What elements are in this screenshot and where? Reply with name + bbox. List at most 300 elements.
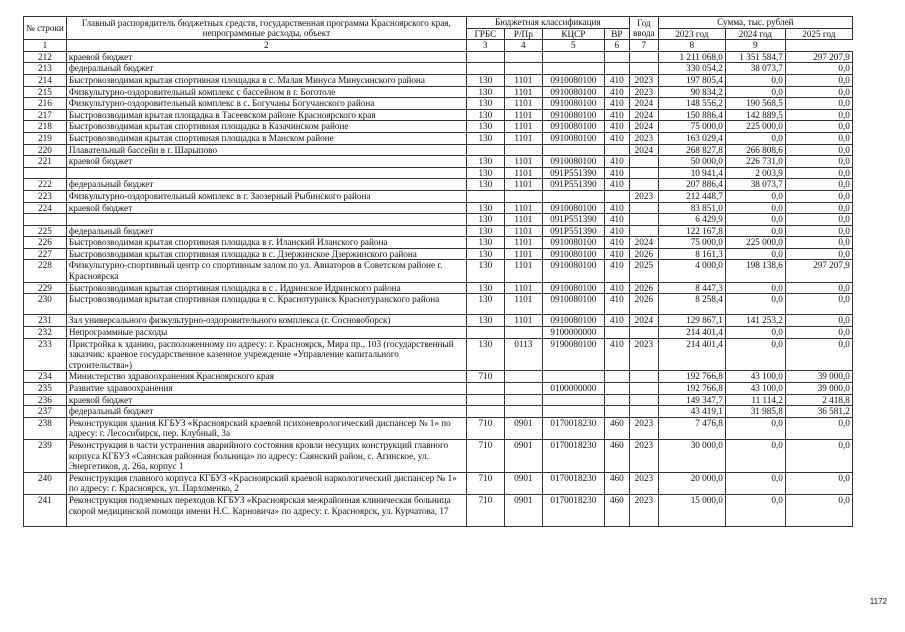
commissioning-year-cell: 2023 (629, 86, 658, 98)
table-row (24, 167, 853, 179)
table-row (24, 132, 853, 144)
grbs-cell: 130 (466, 202, 504, 214)
amount-2023-cell: 15 000,0 (658, 494, 725, 526)
rpr-cell (504, 144, 542, 156)
vr-cell: 410 (604, 202, 629, 214)
amount-2023-cell: 192 766,8 (658, 383, 725, 395)
amount-2023-cell: 122 167,8 (658, 225, 725, 237)
grbs-cell: 130 (466, 315, 504, 327)
amount-2024-cell: 225 000,0 (725, 121, 785, 133)
commissioning-year-cell: 2026 (629, 282, 658, 294)
column-number-row (24, 40, 853, 52)
commissioning-year-cell: 2023 (629, 439, 658, 472)
commissioning-year-cell (629, 179, 658, 191)
kcsr-cell: 091P551390 (542, 225, 604, 237)
grbs-cell: 130 (466, 225, 504, 237)
commissioning-year-cell (629, 51, 658, 63)
amount-2023-cell: 8 447,3 (658, 282, 725, 294)
table-row (24, 237, 853, 249)
header-year-2024: 2024 год (725, 28, 785, 40)
amount-2025-cell: 0,0 (785, 63, 852, 75)
grbs-cell: 130 (466, 179, 504, 191)
commissioning-year-cell (629, 63, 658, 75)
amount-2025-cell: 0,0 (785, 494, 852, 526)
row-number-cell: 212 (24, 51, 67, 63)
kcsr-cell: 0910080100 (542, 294, 604, 315)
amount-2024-cell: 190 568,5 (725, 98, 785, 110)
table-row (24, 156, 853, 168)
grbs-cell: 130 (466, 86, 504, 98)
amount-2025-cell: 0,0 (785, 98, 852, 110)
kcsr-cell: 0910080100 (542, 156, 604, 168)
commissioning-year-cell: 2024 (629, 237, 658, 249)
rpr-cell: 1101 (504, 282, 542, 294)
amount-2025-cell: 36 581,2 (785, 406, 852, 418)
grbs-cell: 710 (466, 417, 504, 439)
object-name-cell: Плавательный бассейн в г. Шарыпово (66, 144, 466, 156)
column-number-cell: 6 (604, 40, 629, 52)
commissioning-year-cell (629, 327, 658, 339)
kcsr-cell: 091P551390 (542, 179, 604, 191)
commissioning-year-cell: 2023 (629, 338, 658, 371)
table-row (24, 190, 853, 202)
amount-2024-cell: 38 073,7 (725, 63, 785, 75)
amount-2024-cell: 226 731,0 (725, 156, 785, 168)
row-number-cell: 227 (24, 248, 67, 260)
table-row (24, 406, 853, 418)
amount-2025-cell: 0,0 (785, 132, 852, 144)
vr-cell: 460 (604, 494, 629, 526)
row-number-cell (24, 167, 67, 179)
amount-2025-cell: 0,0 (785, 121, 852, 133)
vr-cell (604, 383, 629, 395)
amount-2023-cell: 207 886,4 (658, 179, 725, 191)
row-number-cell: 222 (24, 179, 67, 191)
rpr-cell: 0901 (504, 439, 542, 472)
object-name-cell: Министерство здравоохранения Красноярского края (66, 371, 466, 383)
table-row (24, 98, 853, 110)
object-name-cell: Физкультурно-оздоровительный комплекс в г. Заозерный Рыбинского района (66, 190, 466, 202)
amount-2025-cell: 297 207,9 (785, 51, 852, 63)
amount-2025-cell: 0,0 (785, 202, 852, 214)
amount-2023-cell: 212 448,7 (658, 190, 725, 202)
grbs-cell: 710 (466, 439, 504, 472)
row-number-cell: 217 (24, 109, 67, 121)
row-number-cell: 237 (24, 406, 67, 418)
row-number-cell: 228 (24, 260, 67, 282)
row-number-cell: 236 (24, 394, 67, 406)
rpr-cell: 1101 (504, 121, 542, 133)
table-row (24, 417, 853, 439)
row-number-cell: 230 (24, 294, 67, 315)
kcsr-cell: 0910080100 (542, 132, 604, 144)
vr-cell: 410 (604, 282, 629, 294)
amount-2025-cell: 0,0 (785, 144, 852, 156)
amount-2025-cell: 39 000,0 (785, 371, 852, 383)
rpr-cell (504, 406, 542, 418)
rpr-cell: 0113 (504, 338, 542, 371)
amount-2023-cell: 6 429,9 (658, 214, 725, 226)
rpr-cell: 1101 (504, 202, 542, 214)
row-number-cell: 239 (24, 439, 67, 472)
amount-2025-cell: 39 000,0 (785, 383, 852, 395)
amount-2023-cell: 1 211 068,0 (658, 51, 725, 63)
vr-cell (604, 63, 629, 75)
grbs-cell (466, 383, 504, 395)
rpr-cell: 1101 (504, 74, 542, 86)
vr-cell: 410 (604, 214, 629, 226)
table-row (24, 439, 853, 472)
column-number-cell: 2 (66, 40, 466, 52)
amount-2024-cell: 0,0 (725, 132, 785, 144)
rpr-cell (504, 394, 542, 406)
row-number-cell: 219 (24, 132, 67, 144)
header-kcsr: КЦСР (542, 28, 604, 40)
amount-2023-cell: 268 827,8 (658, 144, 725, 156)
object-name-cell: краевой бюджет (66, 202, 466, 214)
rpr-cell (504, 383, 542, 395)
row-number-cell: 232 (24, 327, 67, 339)
row-number-cell: 214 (24, 74, 67, 86)
kcsr-cell (542, 371, 604, 383)
row-number-cell: 221 (24, 156, 67, 168)
table-body (24, 51, 853, 526)
commissioning-year-cell (629, 225, 658, 237)
rpr-cell: 1101 (504, 237, 542, 249)
vr-cell: 410 (604, 109, 629, 121)
grbs-cell: 130 (466, 98, 504, 110)
kcsr-cell (542, 406, 604, 418)
amount-2024-cell: 198 138,6 (725, 260, 785, 282)
vr-cell: 460 (604, 472, 629, 494)
amount-2023-cell: 214 401,4 (658, 338, 725, 371)
kcsr-cell: 0910080100 (542, 260, 604, 282)
grbs-cell: 130 (466, 132, 504, 144)
grbs-cell: 710 (466, 472, 504, 494)
column-number-cell: 7 (629, 40, 658, 52)
row-number-cell: 241 (24, 494, 67, 526)
kcsr-cell: 0910080100 (542, 121, 604, 133)
amount-2023-cell: 75 000,0 (658, 237, 725, 249)
vr-cell: 410 (604, 248, 629, 260)
grbs-cell: 130 (466, 121, 504, 133)
row-number-cell: 229 (24, 282, 67, 294)
grbs-cell (466, 51, 504, 63)
object-name-cell (66, 167, 466, 179)
amount-2025-cell: 0,0 (785, 237, 852, 249)
grbs-cell: 130 (466, 109, 504, 121)
row-number-cell: 225 (24, 225, 67, 237)
amount-2023-cell: 20 000,0 (658, 472, 725, 494)
vr-cell: 410 (604, 167, 629, 179)
vr-cell (604, 371, 629, 383)
object-name-cell: Реконструкция здания КГБУЗ «Красноярский краевой психоневрологический диспансер № 1» по адресу: г. Лесосибирск, пер. Клубный, 3а (66, 417, 466, 439)
grbs-cell: 710 (466, 371, 504, 383)
rpr-cell: 1101 (504, 315, 542, 327)
table-row (24, 338, 853, 371)
grbs-cell: 130 (466, 338, 504, 371)
object-name-cell: Быстровозводимая крытая площадка в Тасеевском районе Красноярского края (66, 109, 466, 121)
kcsr-cell: 0170018230 (542, 417, 604, 439)
commissioning-year-cell: 2026 (629, 248, 658, 260)
rpr-cell: 1101 (504, 260, 542, 282)
kcsr-cell: 0910080100 (542, 109, 604, 121)
amount-2024-cell: 0,0 (725, 338, 785, 371)
kcsr-cell (542, 190, 604, 202)
object-name-cell: Зал универсального физкультурно-оздоровительного комплекса (г. Сосновоборск) (66, 315, 466, 327)
amount-2023-cell: 330 054,2 (658, 63, 725, 75)
object-name-cell: Пристройка к зданию, расположенному по адресу: г. Красноярск, Мира пр., 103 (государственный заказчик: краевое государственное казенное учреждение «Управление капитального строительства») (66, 338, 466, 371)
commissioning-year-cell: 2024 (629, 98, 658, 110)
amount-2024-cell: 43 100,0 (725, 383, 785, 395)
rpr-cell (504, 190, 542, 202)
table-row (24, 282, 853, 294)
vr-cell: 460 (604, 417, 629, 439)
kcsr-cell: 0910080100 (542, 315, 604, 327)
header-budget-classification: Бюджетная классификация (466, 17, 629, 29)
amount-2023-cell: 83 851,0 (658, 202, 725, 214)
object-name-cell: федеральный бюджет (66, 179, 466, 191)
kcsr-cell: 0100000000 (542, 383, 604, 395)
commissioning-year-cell: 2024 (629, 121, 658, 133)
table-row (24, 214, 853, 226)
vr-cell (604, 406, 629, 418)
row-number-cell: 234 (24, 371, 67, 383)
kcsr-cell: 0910080100 (542, 237, 604, 249)
amount-2024-cell: 0,0 (725, 417, 785, 439)
header-rpr: Р/Пр (504, 28, 542, 40)
amount-2024-cell: 2 003,9 (725, 167, 785, 179)
table-row (24, 121, 853, 133)
commissioning-year-cell: 2024 (629, 315, 658, 327)
amount-2025-cell: 0,0 (785, 315, 852, 327)
amount-2025-cell: 0,0 (785, 417, 852, 439)
object-name-cell: Развитие здравоохранения (66, 383, 466, 395)
budget-table-sheet (23, 16, 853, 527)
row-number-cell: 238 (24, 417, 67, 439)
grbs-cell (466, 144, 504, 156)
column-number-cell: 5 (542, 40, 604, 52)
amount-2025-cell: 2 418,8 (785, 394, 852, 406)
commissioning-year-cell (629, 406, 658, 418)
row-number-cell: 226 (24, 237, 67, 249)
amount-2023-cell: 30 000,0 (658, 439, 725, 472)
object-name-cell: Реконструкция главного корпуса КГБУЗ «Красноярский краевой наркологический диспансер № 1» по адресу: г. Красноярск, ул. Пархоменко, 2 (66, 472, 466, 494)
amount-2024-cell: 43 100,0 (725, 371, 785, 383)
column-number-cell: 4 (504, 40, 542, 52)
kcsr-cell: 0170018230 (542, 472, 604, 494)
table-row (24, 144, 853, 156)
amount-2024-cell: 0,0 (725, 190, 785, 202)
amount-2025-cell: 0,0 (785, 439, 852, 472)
rpr-cell: 1101 (504, 225, 542, 237)
table-row (24, 63, 853, 75)
amount-2025-cell: 0,0 (785, 167, 852, 179)
object-name-cell: Быстровозводимая крытая спортивная площадка в Манском районе (66, 132, 466, 144)
object-name-cell: Быстровозводимая крытая спортивная площадка в с. Дзержинское Дзержинского района (66, 248, 466, 260)
commissioning-year-cell (629, 371, 658, 383)
amount-2024-cell: 0,0 (725, 327, 785, 339)
commissioning-year-cell: 2023 (629, 417, 658, 439)
table-row (24, 179, 853, 191)
amount-2023-cell: 129 867,1 (658, 315, 725, 327)
grbs-cell (466, 190, 504, 202)
amount-2023-cell: 75 000,0 (658, 121, 725, 133)
amount-2025-cell: 0,0 (785, 225, 852, 237)
vr-cell: 460 (604, 439, 629, 472)
object-name-cell: краевой бюджет (66, 156, 466, 168)
amount-2024-cell: 0,0 (725, 202, 785, 214)
kcsr-cell: 0910080100 (542, 248, 604, 260)
header-row-number: № строки (24, 17, 67, 40)
amount-2024-cell: 266 808,6 (725, 144, 785, 156)
grbs-cell: 130 (466, 282, 504, 294)
commissioning-year-cell: 2024 (629, 109, 658, 121)
kcsr-cell: 9190080100 (542, 338, 604, 371)
amount-2024-cell: 0,0 (725, 74, 785, 86)
table-row (24, 109, 853, 121)
amount-2025-cell: 0,0 (785, 109, 852, 121)
grbs-cell (466, 63, 504, 75)
rpr-cell: 0901 (504, 494, 542, 526)
rpr-cell (504, 327, 542, 339)
vr-cell: 410 (604, 315, 629, 327)
rpr-cell (504, 63, 542, 75)
vr-cell: 410 (604, 86, 629, 98)
grbs-cell: 130 (466, 237, 504, 249)
kcsr-cell: 091P551390 (542, 167, 604, 179)
kcsr-cell: 0170018230 (542, 494, 604, 526)
object-name-cell: Быстровозводимая крытая спортивная площадка в с . Идринское Идринского района (66, 282, 466, 294)
table-header (24, 17, 853, 52)
amount-2024-cell: 0,0 (725, 439, 785, 472)
grbs-cell (466, 394, 504, 406)
amount-2023-cell: 192 766,8 (658, 371, 725, 383)
table-row (24, 86, 853, 98)
rpr-cell: 1101 (504, 248, 542, 260)
amount-2023-cell: 8 258,4 (658, 294, 725, 315)
row-number-cell: 213 (24, 63, 67, 75)
vr-cell: 410 (604, 121, 629, 133)
kcsr-cell (542, 144, 604, 156)
amount-2023-cell: 214 401,4 (658, 327, 725, 339)
vr-cell: 410 (604, 260, 629, 282)
commissioning-year-cell: 2023 (629, 132, 658, 144)
amount-2025-cell: 0,0 (785, 327, 852, 339)
row-number-cell: 220 (24, 144, 67, 156)
column-number-cell: 8 (658, 40, 725, 52)
commissioning-year-cell (629, 214, 658, 226)
vr-cell: 410 (604, 294, 629, 315)
object-name-cell: федеральный бюджет (66, 406, 466, 418)
object-name-cell: федеральный бюджет (66, 63, 466, 75)
commissioning-year-cell (629, 383, 658, 395)
vr-cell: 410 (604, 74, 629, 86)
vr-cell: 410 (604, 225, 629, 237)
amount-2024-cell: 0,0 (725, 282, 785, 294)
header-vr: ВР (604, 28, 629, 40)
amount-2025-cell: 0,0 (785, 282, 852, 294)
rpr-cell: 1101 (504, 179, 542, 191)
amount-2023-cell: 90 834,2 (658, 86, 725, 98)
amount-2025-cell: 0,0 (785, 156, 852, 168)
amount-2024-cell: 31 985,8 (725, 406, 785, 418)
grbs-cell (466, 406, 504, 418)
object-name-cell: Быстровозводимая крытая спортивная площадка в г. Иланский Иланского района (66, 237, 466, 249)
column-number-cell: 3 (466, 40, 504, 52)
row-number-cell: 231 (24, 315, 67, 327)
amount-2024-cell: 11 114,2 (725, 394, 785, 406)
amount-2024-cell: 142 889,5 (725, 109, 785, 121)
column-number-cell: 9 (725, 40, 785, 52)
table-row (24, 248, 853, 260)
grbs-cell: 130 (466, 74, 504, 86)
amount-2024-cell: 0,0 (725, 214, 785, 226)
amount-2024-cell: 0,0 (725, 86, 785, 98)
object-name-cell: Физкультурно-оздоровительный комплекс с бассейном в г. Боготоле (66, 86, 466, 98)
amount-2023-cell: 163 029,4 (658, 132, 725, 144)
rpr-cell (504, 51, 542, 63)
amount-2025-cell: 0,0 (785, 74, 852, 86)
amount-2024-cell: 225 000,0 (725, 237, 785, 249)
kcsr-cell (542, 394, 604, 406)
amount-2023-cell: 50 000,0 (658, 156, 725, 168)
kcsr-cell: 0910080100 (542, 74, 604, 86)
amount-2024-cell: 1 351 584,7 (725, 51, 785, 63)
amount-2024-cell: 0,0 (725, 225, 785, 237)
amount-2023-cell: 4 000,0 (658, 260, 725, 282)
row-number-cell: 240 (24, 472, 67, 494)
vr-cell (604, 51, 629, 63)
amount-2025-cell: 0,0 (785, 86, 852, 98)
table-row (24, 294, 853, 315)
kcsr-cell: 0910080100 (542, 202, 604, 214)
commissioning-year-cell: 2023 (629, 472, 658, 494)
object-name-cell: Реконструкция подземных переходов КГБУЗ «Красноярская межрайонная клиническая больница скорой медицинской помощи имени Н.С. Карновича» по адресу: г. Красноярск, ул. Курчатова, 17 (66, 494, 466, 526)
header-commissioning-year: Год ввода (629, 17, 658, 40)
commissioning-year-cell: 2023 (629, 74, 658, 86)
vr-cell (604, 327, 629, 339)
amount-2023-cell: 7 476,8 (658, 417, 725, 439)
table-row (24, 494, 853, 526)
header-year-2025: 2025 год (785, 28, 852, 40)
amount-2023-cell: 8 161,3 (658, 248, 725, 260)
amount-2025-cell: 297 207,9 (785, 260, 852, 282)
row-number-cell: 218 (24, 121, 67, 133)
object-name-cell: Быстровозводимая крытая спортивная площадка в Казачинском районе (66, 121, 466, 133)
row-number-cell: 216 (24, 98, 67, 110)
amount-2025-cell: 0,0 (785, 248, 852, 260)
commissioning-year-cell: 2023 (629, 494, 658, 526)
row-number-cell: 233 (24, 338, 67, 371)
grbs-cell: 710 (466, 494, 504, 526)
object-name-cell: Реконструкция в части устранения аварийного состояния кровли несущих конструкций главного корпуса КГБУЗ «Саянская районная больница» по адресу: Саянский район, с. Агинское, ул. Энергетиков, д. 26а, корпус 1 (66, 439, 466, 472)
amount-2025-cell: 0,0 (785, 179, 852, 191)
commissioning-year-cell (629, 394, 658, 406)
rpr-cell: 1101 (504, 294, 542, 315)
grbs-cell: 130 (466, 214, 504, 226)
kcsr-cell (542, 63, 604, 75)
table-row (24, 327, 853, 339)
object-name-cell: Физкультурно-спортивный центр со спортивным залом по ул. Авиаторов в Советском районе г. Красноярска (66, 260, 466, 282)
row-number-cell: 223 (24, 190, 67, 202)
object-name-cell: Физкультурно-оздоровительный комплекс в с. Богучаны Богучанского района (66, 98, 466, 110)
kcsr-cell: 0910080100 (542, 282, 604, 294)
vr-cell (604, 190, 629, 202)
object-name-cell: федеральный бюджет (66, 225, 466, 237)
rpr-cell: 1101 (504, 214, 542, 226)
table-row (24, 383, 853, 395)
